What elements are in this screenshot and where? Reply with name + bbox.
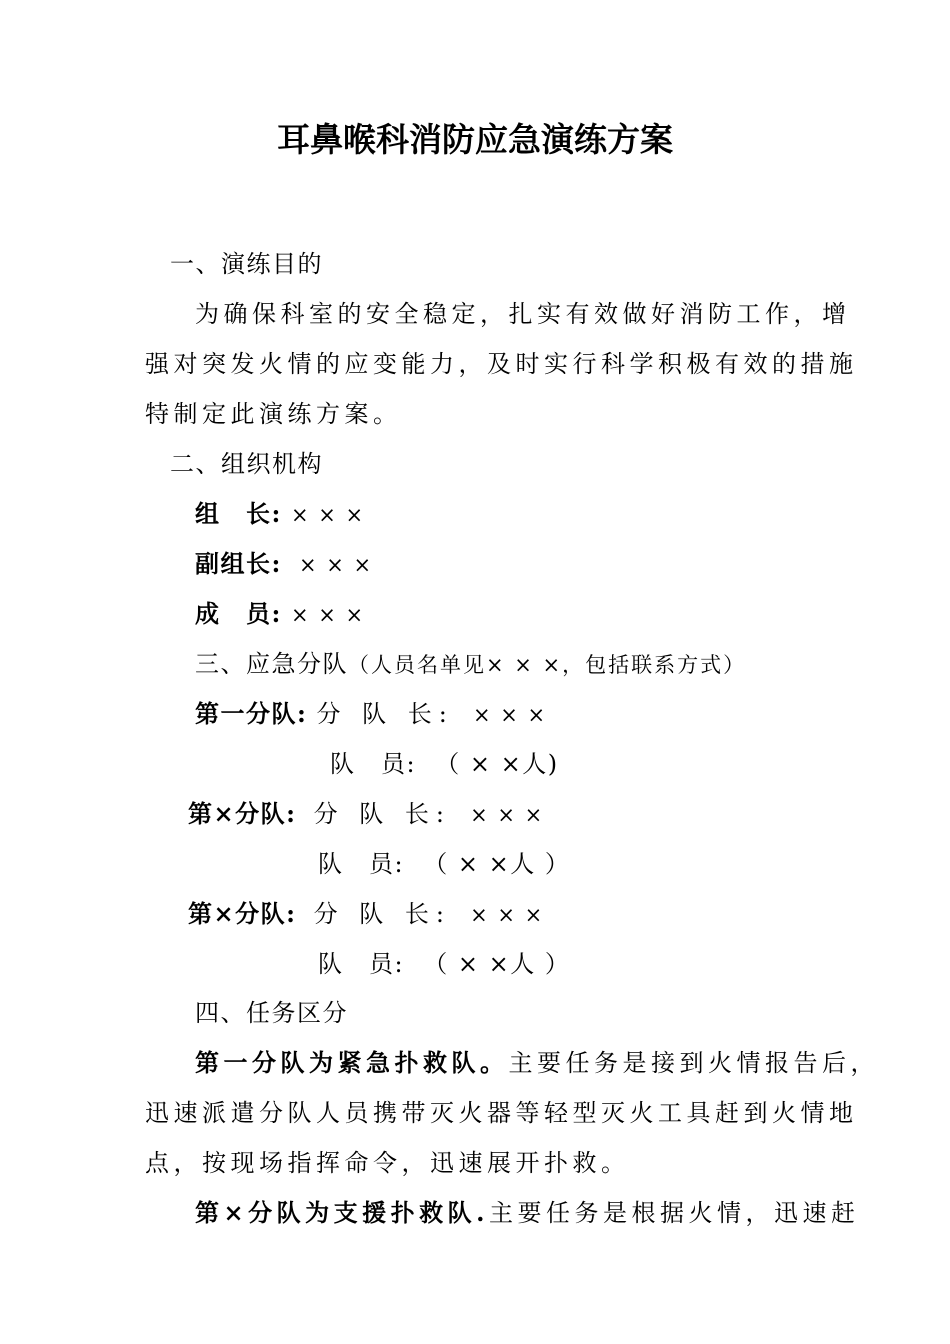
squad-3-label: 第×分队:	[188, 899, 297, 928]
leader-value: × × ×	[291, 503, 365, 527]
task-paragraph-1-text: 主要任务是接到火情报告后，	[508, 1049, 879, 1077]
squad-1-leader-label: 分 队 长:	[316, 700, 454, 728]
task-paragraph-1-line-1	[195, 1047, 879, 1079]
squad-1-leader-row	[195, 698, 547, 731]
emergency-squads-note: （人员名单见× × ×，包括联系方式）	[348, 653, 747, 677]
squad-1-label: 第一分队:	[195, 699, 308, 728]
squad-2-label: 第×分队:	[188, 799, 297, 828]
section-heading-emergency-squads: 三、应急分队	[195, 650, 348, 678]
deputy-leader-label: 副组长:	[195, 549, 282, 578]
squad-1-members-label: 队 员:	[330, 750, 417, 778]
task-paragraph-1-line-3: 点，按现场指挥命令，迅速展开扑救。	[145, 1149, 630, 1177]
document-title: 耳鼻喉科消防应急演练方案	[277, 120, 673, 159]
section-heading-purpose: 一、演练目的	[170, 250, 323, 278]
leader-row	[195, 498, 365, 531]
purpose-paragraph-line-2: 强对突发火情的应变能力，及时实行科学积极有效的措施	[145, 350, 858, 378]
squad-2-leader-value: × × ×	[470, 803, 544, 827]
squad-2-leader-row	[188, 798, 544, 831]
squad-3-members-value: （ × ×人 ）	[423, 950, 571, 978]
members-value: × × ×	[291, 603, 365, 627]
task-paragraph-1-line-2: 迅速派遣分队人员携带灭火器等轻型灭火工具赶到火情地	[145, 1099, 858, 1127]
squad-1-members-value: （ × ×人)	[435, 750, 559, 778]
members-row	[195, 598, 365, 631]
task-paragraph-2-line-1	[195, 1197, 859, 1229]
squad-2-leader-label: 分 队 长:	[313, 800, 451, 828]
squad-3-members-row	[318, 948, 570, 980]
members-label: 成 员:	[195, 599, 282, 628]
section-heading-organization: 二、组织机构	[170, 450, 323, 478]
squad-3-members-label: 队 员:	[318, 950, 405, 978]
squad-3-leader-label: 分 队 长:	[313, 900, 451, 928]
leader-label: 组 长:	[195, 499, 282, 528]
task-paragraph-1-lead: 第一分队为紧急扑救队。	[195, 1048, 509, 1077]
task-paragraph-2-text: 主要任务是根据火情，迅速赶	[488, 1199, 860, 1227]
squad-1-leader-value: × × ×	[472, 703, 547, 727]
squad-2-members-value: （ × ×人 ）	[423, 850, 571, 878]
purpose-paragraph-line-1: 为确保科室的安全稳定，扎实有效做好消防工作，增	[195, 300, 851, 328]
squad-1-members-row	[330, 748, 559, 780]
squad-3-leader-value: × × ×	[470, 903, 544, 927]
squad-3-leader-row	[188, 898, 544, 931]
section-heading-emergency-squads-row	[195, 648, 746, 681]
deputy-leader-row	[195, 548, 373, 581]
purpose-paragraph-line-3: 特制定此演练方案。	[145, 400, 402, 428]
deputy-leader-value: × × ×	[299, 553, 373, 577]
task-paragraph-2-lead: 第×分队为支援扑救队.	[195, 1198, 489, 1227]
section-heading-task-division: 四、任务区分	[195, 999, 348, 1027]
squad-2-members-label: 队 员:	[318, 850, 405, 878]
squad-2-members-row	[318, 848, 570, 880]
